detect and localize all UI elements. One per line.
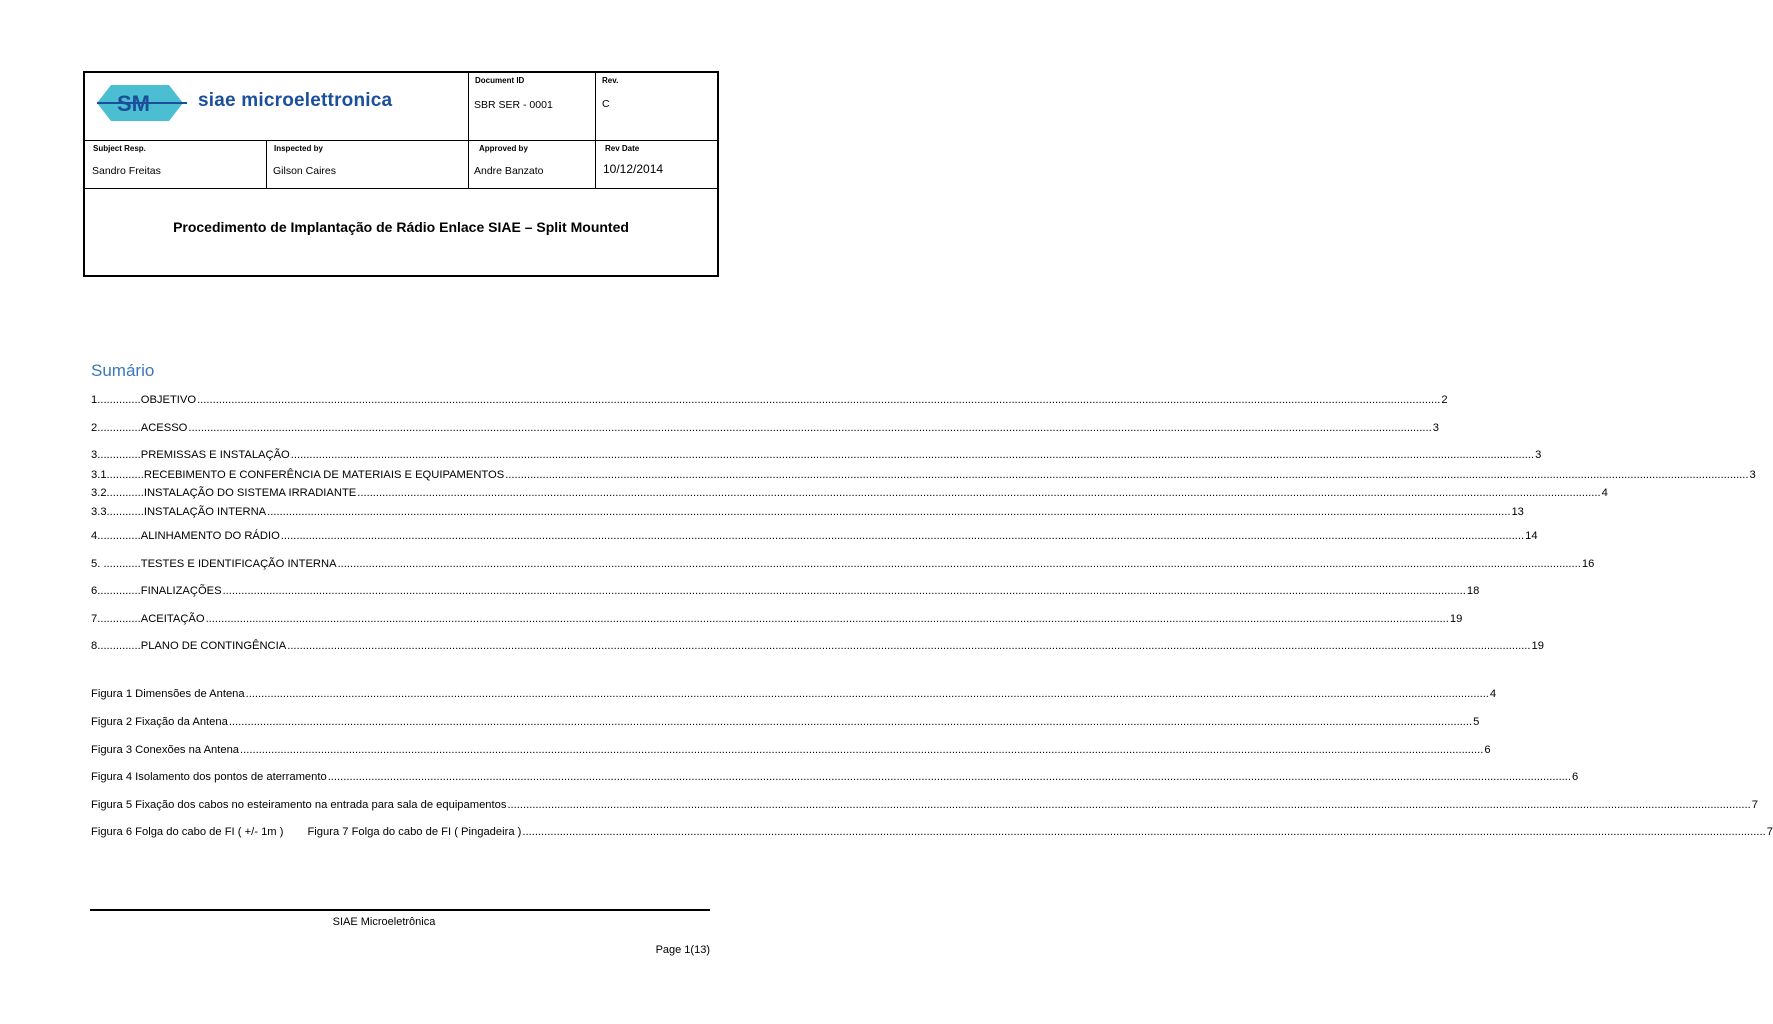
toc-entry-number: 3.3............ xyxy=(91,506,144,518)
toc-entry-page: 14 xyxy=(1525,530,1538,542)
figure-entry-title: Figura 1 Dimensões de Antena xyxy=(91,688,245,700)
inspected-label: Inspected by xyxy=(274,144,323,153)
toc-leader-dots: ................................................................................................................................................................................................................................................................................................................................................................................................................ xyxy=(357,487,1601,499)
figure-entry-page: 6 xyxy=(1572,771,1579,783)
document-header-table xyxy=(83,71,719,277)
divider xyxy=(595,73,596,188)
toc-entry[interactable] xyxy=(91,422,1439,434)
toc-leader-dots: ................................................................................................................................................................................................................................................................................................................................................................................................................ xyxy=(287,640,1531,652)
footer-divider xyxy=(90,909,710,911)
toc-entry-number: 2.............. xyxy=(91,422,141,434)
toc-entry-number: 4.............. xyxy=(91,530,141,542)
figure-entry-title: Figura 5 Fixação dos cabos no esteiramento na entrada para sala de equipamentos xyxy=(91,799,507,811)
toc-leader-dots: ................................................................................................................................................................................................................................................................................................................................................................................................................ xyxy=(290,449,1535,461)
toc-entry-number: 3.............. xyxy=(91,449,141,461)
figure-leader-dots: ................................................................................................................................................................................................................................................................................................................................................................................................................ xyxy=(522,826,1766,838)
inspected-value: Gilson Caires xyxy=(273,165,337,177)
figure-entry[interactable] xyxy=(91,716,1480,728)
toc-entry[interactable] xyxy=(91,558,1595,570)
figure-entry-title: Figura 4 Isolamento dos pontos de aterramento xyxy=(91,771,327,783)
approved-value: Andre Banzato xyxy=(474,165,544,177)
toc-entry-page: 3 xyxy=(1749,469,1756,481)
figure-entry-page: 6 xyxy=(1484,744,1491,756)
divider xyxy=(468,73,469,188)
toc-entry-number: 3.1............ xyxy=(91,469,144,481)
toc-leader-dots: ................................................................................................................................................................................................................................................................................................................................................................................................................ xyxy=(205,613,1449,625)
subject-value: Sandro Freitas xyxy=(92,165,161,177)
toc-leader-dots: ................................................................................................................................................................................................................................................................................................................................................................................................................ xyxy=(267,506,1511,518)
toc-entry[interactable] xyxy=(91,469,1756,481)
toc-entry-page: 19 xyxy=(1531,640,1544,652)
toc-leader-dots: ................................................................................................................................................................................................................................................................................................................................................................................................................ xyxy=(505,469,1749,481)
toc-leader-dots: ................................................................................................................................................................................................................................................................................................................................................................................................................ xyxy=(222,585,1466,597)
figure-entry-page: 5 xyxy=(1473,716,1480,728)
toc-entry-page: 18 xyxy=(1466,585,1480,597)
figure-leader-dots: ................................................................................................................................................................................................................................................................................................................................................................................................................ xyxy=(240,744,1484,756)
figure-leader-dots: ................................................................................................................................................................................................................................................................................................................................................................................................................ xyxy=(327,771,1572,783)
document-id-label: Document ID xyxy=(475,76,525,85)
rev-label: Rev. xyxy=(602,76,619,85)
toc-leader-dots: ................................................................................................................................................................................................................................................................................................................................................................................................................ xyxy=(197,394,1441,406)
figure-entry-title: Figura 3 Conexões na Antena xyxy=(91,744,240,756)
toc-entry-number: 1.............. xyxy=(91,394,141,406)
footer-company: SIAE Microeletrônica xyxy=(332,916,436,928)
toc-entry-page: 3 xyxy=(1432,422,1439,434)
rev-date-label: Rev Date xyxy=(605,144,640,153)
toc-entry-title: OBJETIVO xyxy=(140,394,197,406)
toc-entry[interactable] xyxy=(91,506,1524,518)
figure-entry-title: Figura 7 Folga do cabo de FI ( Pingadeira ) xyxy=(307,826,522,838)
figure-leader-dots: ................................................................................................................................................................................................................................................................................................................................................................................................................ xyxy=(245,688,1489,700)
figure-entry[interactable] xyxy=(91,826,1773,838)
toc-entry-title: INSTALAÇÃO INTERNA xyxy=(143,506,267,518)
toc-entry-title: ACESSO xyxy=(140,422,188,434)
toc-entry[interactable] xyxy=(91,449,1542,461)
toc-entry-page: 3 xyxy=(1535,449,1542,461)
figure-entry-title: Figura 6 Folga do cabo de FI ( +/- 1m ) xyxy=(91,826,284,838)
toc-leader-dots: ................................................................................................................................................................................................................................................................................................................................................................................................................ xyxy=(337,558,1581,570)
rev-value: C xyxy=(602,98,610,110)
figure-entry-page: 7 xyxy=(1766,826,1773,838)
figure-entry[interactable] xyxy=(91,799,1758,811)
toc-entry-page: 16 xyxy=(1581,558,1595,570)
toc-entry-title: ALINHAMENTO DO RÁDIO xyxy=(140,530,280,542)
toc-entry-title: TESTES E IDENTIFICAÇÃO INTERNA xyxy=(140,558,337,570)
figure-entry-title: Figura 2 Fixação da Antena xyxy=(91,716,228,728)
toc-entry[interactable] xyxy=(91,640,1544,652)
divider xyxy=(266,140,267,188)
toc-entry-page: 19 xyxy=(1449,613,1463,625)
divider xyxy=(85,188,717,189)
toc-entry-number: 8.............. xyxy=(91,640,141,652)
approved-label: Approved by xyxy=(479,144,528,153)
toc-entry-page: 4 xyxy=(1601,487,1608,499)
subject-label: Subject Resp. xyxy=(93,144,146,153)
divider xyxy=(85,140,717,141)
figure-entry[interactable] xyxy=(91,688,1497,700)
toc-entry-title: PREMISSAS E INSTALAÇÃO xyxy=(140,449,290,461)
figure-leader-dots: ................................................................................................................................................................................................................................................................................................................................................................................................................ xyxy=(228,716,1473,728)
figure-entry-page: 4 xyxy=(1489,688,1497,700)
toc-entry[interactable] xyxy=(91,394,1448,406)
toc-entry[interactable] xyxy=(91,585,1480,597)
document-id-value: SBR SER - 0001 xyxy=(474,99,553,111)
toc-leader-dots: ................................................................................................................................................................................................................................................................................................................................................................................................................ xyxy=(188,422,1432,434)
toc-entry-page: 13 xyxy=(1511,506,1524,518)
svg-text:SM: SM xyxy=(117,91,150,116)
toc-entry-title: FINALIZAÇÕES xyxy=(140,585,222,597)
toc-entry[interactable] xyxy=(91,487,1608,499)
company-logo xyxy=(97,83,165,123)
toc-leader-dots: ................................................................................................................................................................................................................................................................................................................................................................................................................ xyxy=(280,530,1525,542)
toc-entry-title: INSTALAÇÃO DO SISTEMA IRRADIANTE xyxy=(143,487,357,499)
figure-entry[interactable] xyxy=(91,771,1579,783)
company-name: siae microelettronica xyxy=(198,90,393,111)
toc-entry-title: PLANO DE CONTINGÊNCIA xyxy=(140,640,287,652)
toc-heading: Sumário xyxy=(91,361,155,380)
document-title: Procedimento de Implantação de Rádio Enlace SIAE – Split Mounted xyxy=(173,219,629,235)
toc-entry-number: 5. ............ xyxy=(91,558,141,570)
figure-entry-page: 7 xyxy=(1751,799,1758,811)
toc-entry[interactable] xyxy=(91,613,1463,625)
toc-entry-page: 2 xyxy=(1441,394,1448,406)
page-number: Page 1(13) xyxy=(655,944,710,956)
figure-entry[interactable] xyxy=(91,744,1491,756)
toc-entry-number: 7.............. xyxy=(91,613,141,625)
toc-entry-title: RECEBIMENTO E CONFERÊNCIA DE MATERIAIS E EQUIPAMENTOS xyxy=(143,469,505,481)
toc-entry[interactable] xyxy=(91,530,1538,542)
rev-date-value: 10/12/2014 xyxy=(603,162,664,176)
toc-entry-title: ACEITAÇÃO xyxy=(140,613,205,625)
figure-leader-dots: ................................................................................................................................................................................................................................................................................................................................................................................................................ xyxy=(507,799,1751,811)
toc-entry-number: 6.............. xyxy=(91,585,141,597)
toc-entry-number: 3.2............ xyxy=(91,487,144,499)
